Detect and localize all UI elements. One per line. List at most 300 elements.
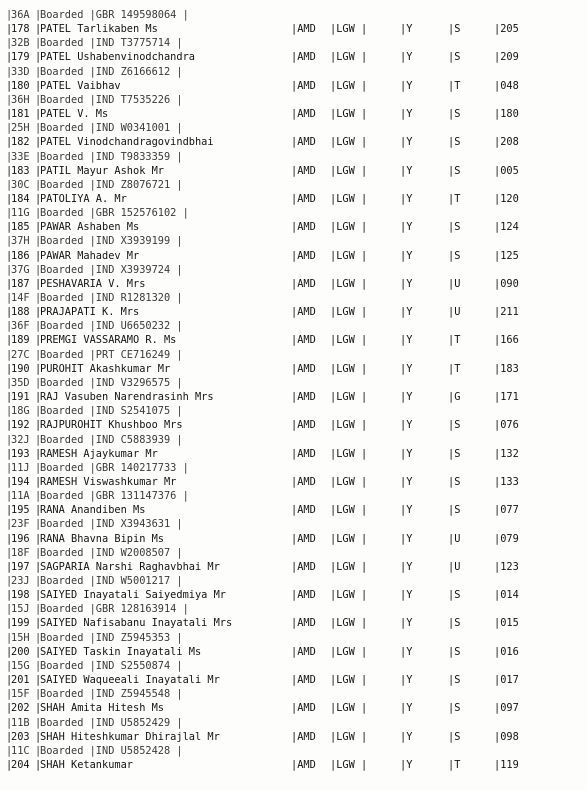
row-lgw: |LGW | [330,334,368,347]
manifest-boarding-row [0,348,587,362]
row-seq: 11J [11,461,30,474]
row-amd: |AMD [291,391,316,404]
manifest-boarding-row [0,687,587,701]
row-lgw: |LGW | [330,645,368,658]
row-seq: 198 [11,589,30,602]
row-seat: |171 [494,391,519,404]
row-seat: |180 [494,108,519,121]
row-text: Boarded |GBR 128163914 | [40,603,189,616]
row-amd: |AMD [291,419,316,432]
column-separator: | [35,277,42,290]
row-text: Boarded |GBR 140217733 | [40,461,189,474]
row-lgw: |LGW | [330,306,368,319]
row-amd: |AMD [291,51,316,64]
row-cl: |S [448,730,461,743]
column-separator: | [35,306,42,319]
row-text: PATEL V. Ms [40,108,109,121]
column-separator: | [6,164,13,177]
row-lgw: |LGW | [330,249,368,262]
row-text: RAMESH Viswashkumar Mr [40,475,177,488]
manifest-passenger-row [0,560,587,574]
row-cl: |S [448,136,461,149]
manifest-boarding-row [0,65,587,79]
row-amd: |AMD [291,164,316,177]
row-lgw: |LGW | [330,532,368,545]
row-seat: |124 [494,221,519,234]
column-separator: | [6,589,13,602]
row-cl: |S [448,617,461,630]
row-text: PATIL Mayur Ashok Mr [40,164,164,177]
column-separator: | [6,23,13,36]
column-separator: | [35,65,42,78]
row-seq: 36H [11,93,30,106]
column-separator: | [6,136,13,149]
column-separator: | [6,221,13,234]
row-y: |Y [400,277,413,290]
column-separator: | [6,376,13,389]
manifest-passenger-row [0,673,587,687]
row-y: |Y [400,504,413,517]
column-separator: | [6,475,13,488]
row-lgw: |LGW | [330,758,368,771]
column-separator: | [35,263,42,276]
row-text: Boarded |GBR 131147376 | [40,490,189,503]
row-text: Boarded |IND C5883939 | [40,433,183,446]
manifest-passenger-row [0,333,587,347]
row-y: |Y [400,730,413,743]
column-separator: | [6,490,13,503]
row-seat: |209 [494,51,519,64]
row-text: Boarded |IND X3943631 | [40,518,183,531]
column-separator: | [6,659,13,672]
column-separator: | [6,235,13,248]
row-amd: |AMD [291,617,316,630]
column-separator: | [6,277,13,290]
row-seq: 18F [11,546,30,559]
row-text: RANA Anandiben Ms [40,504,146,517]
row-y: |Y [400,447,413,460]
row-text: SHAH Ketankumar [40,758,133,771]
column-separator: | [6,192,13,205]
row-text: SAGPARIA Narshi Raghavbhai Mr [40,560,220,573]
row-seq: 199 [11,617,30,630]
manifest-boarding-row [0,206,587,220]
row-seq: 36A [11,9,30,21]
row-text: PATEL Tarlikaben Ms [40,23,158,36]
manifest-passenger-row [0,305,587,319]
row-seat: |077 [494,504,519,517]
row-text: PATOLIYA A. Mr [40,192,127,205]
column-separator: | [6,9,13,21]
column-separator: | [6,702,13,715]
manifest-passenger-row [0,701,587,715]
column-separator: | [6,51,13,64]
row-seq: 32B [11,37,30,50]
row-amd: |AMD [291,136,316,149]
manifest-boarding-row [0,574,587,588]
row-y: |Y [400,79,413,92]
row-text: Boarded |IND U5852428 | [40,744,183,757]
row-lgw: |LGW | [330,79,368,92]
column-separator: | [35,108,42,121]
row-cl: |G [448,391,461,404]
row-text: RAMESH Ajaykumar Mr [40,447,158,460]
column-separator: | [35,192,42,205]
row-seq: 15G [11,659,30,672]
column-separator: | [6,419,13,432]
row-text: Boarded |IND T7535226 | [40,93,183,106]
row-text: RAJPUROHIT Khushboo Mrs [40,419,183,432]
manifest-boarding-row [0,178,587,192]
row-text: Boarded |IND S2541075 | [40,405,183,418]
row-seq: 190 [11,362,30,375]
row-text: Boarded |GBR 149598064 | [40,9,189,21]
row-lgw: |LGW | [330,674,368,687]
manifest-passenger-row [0,362,587,376]
row-text: PATEL Ushabenvinodchandra [40,51,195,64]
row-text: SAIYED Nafisabanu Inayatali Mrs [40,617,233,630]
row-seq: 185 [11,221,30,234]
row-text: Boarded |IND S2550874 | [40,659,183,672]
row-cl: |U [448,560,461,573]
column-separator: | [6,334,13,347]
row-y: |Y [400,702,413,715]
row-text: PREMGI VASSARAMO R. Ms [40,334,177,347]
manifest-passenger-row [0,645,587,659]
column-separator: | [35,433,42,446]
column-separator: | [6,79,13,92]
row-text: Boarded |IND Z5945548 | [40,688,183,701]
row-seq: 14F [11,292,30,304]
row-cl: |S [448,475,461,488]
row-seq: 33E [11,150,30,163]
row-amd: |AMD [291,249,316,262]
manifest-boarding-row [0,8,587,22]
row-text: Boarded |IND R1281320 | [40,292,183,304]
row-amd: |AMD [291,702,316,715]
row-seq: 201 [11,674,30,687]
row-seat: |132 [494,447,519,460]
column-separator: | [6,617,13,630]
manifest-boarding-row [0,291,587,305]
column-separator: | [35,504,42,517]
row-seat: |183 [494,362,519,375]
column-separator: | [35,405,42,418]
row-seat: |119 [494,758,519,771]
row-amd: |AMD [291,277,316,290]
row-text: PATEL Vaibhav [40,79,121,92]
row-lgw: |LGW | [330,23,368,36]
column-separator: | [35,645,42,658]
row-text: PAWAR Mahadev Mr [40,249,140,262]
row-amd: |AMD [291,79,316,92]
manifest-passenger-row [0,22,587,36]
row-seq: 182 [11,136,30,149]
row-seq: 196 [11,532,30,545]
row-seq: 180 [11,79,30,92]
row-y: |Y [400,334,413,347]
manifest-passenger-row [0,532,587,546]
row-amd: |AMD [291,589,316,602]
row-text: Boarded |PRT CE716249 | [40,348,183,361]
row-seq: 200 [11,645,30,658]
row-seat: |125 [494,249,519,262]
column-separator: | [6,348,13,361]
row-cl: |U [448,277,461,290]
column-separator: | [35,79,42,92]
row-text: PUROHIT Akashkumar Mr [40,362,171,375]
column-separator: | [35,362,42,375]
column-separator: | [35,37,42,50]
row-seq: 203 [11,730,30,743]
row-cl: |S [448,51,461,64]
column-separator: | [6,688,13,701]
row-amd: |AMD [291,362,316,375]
column-separator: | [6,447,13,460]
manifest-boarding-row [0,517,587,531]
manifest-passenger-row [0,164,587,178]
column-separator: | [35,249,42,262]
column-separator: | [35,490,42,503]
row-y: |Y [400,51,413,64]
row-amd: |AMD [291,645,316,658]
row-seq: 193 [11,447,30,460]
column-separator: | [35,376,42,389]
column-separator: | [6,716,13,729]
row-seq: 15J [11,603,30,616]
row-seq: 178 [11,23,30,36]
row-cl: |T [448,334,461,347]
row-text: RANA Bhavna Bipin Ms [40,532,164,545]
manifest-passenger-row [0,730,587,744]
column-separator: | [6,320,13,333]
column-separator: | [35,122,42,135]
row-lgw: |LGW | [330,51,368,64]
row-text: PESHAVARIA V. Mrs [40,277,146,290]
column-separator: | [6,631,13,644]
manifest-boarding-row [0,319,587,333]
manifest-passenger-row [0,418,587,432]
column-separator: | [35,235,42,248]
manifest-boarding-row [0,234,587,248]
row-amd: |AMD [291,334,316,347]
row-amd: |AMD [291,192,316,205]
manifest-passenger-row [0,503,587,517]
row-seat: |166 [494,334,519,347]
column-separator: | [35,150,42,163]
row-seq: 25H [11,122,30,135]
column-separator: | [6,65,13,78]
column-separator: | [6,518,13,531]
row-text: SAIYED Taskin Inayatali Ms [40,645,202,658]
row-y: |Y [400,108,413,121]
row-cl: |S [448,23,461,36]
row-text: Boarded |IND U6650232 | [40,320,183,333]
row-lgw: |LGW | [330,164,368,177]
row-lgw: |LGW | [330,391,368,404]
column-separator: | [35,447,42,460]
column-separator: | [6,405,13,418]
row-lgw: |LGW | [330,362,368,375]
manifest-passenger-row [0,277,587,291]
column-separator: | [6,391,13,404]
row-y: |Y [400,645,413,658]
manifest-boarding-row [0,716,587,730]
row-cl: |T [448,758,461,771]
column-separator: | [35,631,42,644]
manifest-passenger-row [0,107,587,121]
column-separator: | [6,93,13,106]
row-lgw: |LGW | [330,447,368,460]
column-separator: | [35,93,42,106]
row-seq: 23J [11,575,30,587]
row-text: Boarded |IND X3939724 | [40,263,183,276]
row-text: Boarded |IND Z5945353 | [40,631,183,644]
row-seat: |017 [494,674,519,687]
row-seq: 191 [11,391,30,404]
row-text: Boarded |IND Z6166612 | [40,65,183,78]
row-lgw: |LGW | [330,560,368,573]
column-separator: | [35,178,42,191]
row-y: |Y [400,391,413,404]
row-seq: 189 [11,334,30,347]
column-separator: | [6,108,13,121]
column-separator: | [35,730,42,743]
row-seat: |005 [494,164,519,177]
column-separator: | [35,674,42,687]
row-y: |Y [400,674,413,687]
row-text: SAIYED Inayatali Saiyedmiya Mr [40,589,226,602]
manifest-boarding-row [0,121,587,135]
manifest-boarding-row [0,461,587,475]
row-text: Boarded |IND Z8076721 | [40,178,183,191]
manifest-passenger-row [0,447,587,461]
row-cl: |T [448,192,461,205]
row-text: Boarded |IND V3296575 | [40,376,183,389]
column-separator: | [6,560,13,573]
column-separator: | [6,674,13,687]
row-lgw: |LGW | [330,504,368,517]
column-separator: | [6,730,13,743]
row-y: |Y [400,221,413,234]
row-text: Boarded |IND T3775714 | [40,37,183,50]
column-separator: | [35,221,42,234]
row-seq: 35D [11,376,30,389]
column-separator: | [35,702,42,715]
row-cl: |S [448,589,461,602]
row-cl: |U [448,306,461,319]
row-seat: |098 [494,730,519,743]
manifest-boarding-row [0,93,587,107]
row-y: |Y [400,164,413,177]
row-amd: |AMD [291,23,316,36]
row-seq: 11C [11,744,30,757]
column-separator: | [6,263,13,276]
row-seat: |079 [494,532,519,545]
row-lgw: |LGW | [330,221,368,234]
row-seat: |120 [494,192,519,205]
row-seq: 36F [11,320,30,333]
column-separator: | [35,603,42,616]
column-separator: | [6,207,13,220]
row-lgw: |LGW | [330,192,368,205]
row-y: |Y [400,23,413,36]
column-separator: | [6,292,13,304]
column-separator: | [35,419,42,432]
column-separator: | [6,122,13,135]
row-amd: |AMD [291,532,316,545]
manifest-boarding-row [0,744,587,758]
column-separator: | [35,164,42,177]
row-cl: |S [448,447,461,460]
column-separator: | [35,589,42,602]
column-separator: | [35,688,42,701]
column-separator: | [6,178,13,191]
manifest-passenger-row [0,79,587,93]
row-seat: |015 [494,617,519,630]
manifest-passenger-row [0,50,587,64]
row-seq: 37G [11,263,30,276]
column-separator: | [35,391,42,404]
manifest-boarding-row [0,433,587,447]
row-seq: 187 [11,277,30,290]
row-lgw: |LGW | [330,419,368,432]
row-seat: |097 [494,702,519,715]
column-separator: | [35,546,42,559]
row-cl: |U [448,532,461,545]
row-y: |Y [400,419,413,432]
row-seat: |133 [494,475,519,488]
row-seq: 15H [11,631,30,644]
row-seat: |211 [494,306,519,319]
column-separator: | [6,461,13,474]
row-seq: 37H [11,235,30,248]
row-amd: |AMD [291,447,316,460]
row-seq: 188 [11,306,30,319]
row-cl: |T [448,79,461,92]
column-separator: | [35,575,42,587]
row-amd: |AMD [291,108,316,121]
row-text: PAWAR Ashaben Ms [40,221,140,234]
row-amd: |AMD [291,560,316,573]
row-cl: |S [448,108,461,121]
row-amd: |AMD [291,730,316,743]
row-seq: 32J [11,433,30,446]
column-separator: | [35,716,42,729]
row-seq: 11G [11,207,30,220]
row-seq: 204 [11,758,30,771]
row-seq: 202 [11,702,30,715]
manifest-boarding-row [0,404,587,418]
row-text: SHAH Amita Hitesh Ms [40,702,164,715]
row-seat: |205 [494,23,519,36]
row-seat: |090 [494,277,519,290]
row-lgw: |LGW | [330,277,368,290]
row-text: SAIYED Waqueeali Inayatali Mr [40,674,220,687]
row-text: Boarded |IND U5852429 | [40,716,183,729]
row-lgw: |LGW | [330,475,368,488]
row-lgw: |LGW | [330,730,368,743]
manifest-passenger-row [0,390,587,404]
manifest-boarding-row [0,263,587,277]
row-seq: 15F [11,688,30,701]
row-seq: 30C [11,178,30,191]
row-y: |Y [400,362,413,375]
row-cl: |S [448,164,461,177]
row-amd: |AMD [291,504,316,517]
row-seq: 179 [11,51,30,64]
manifest-boarding-row [0,489,587,503]
